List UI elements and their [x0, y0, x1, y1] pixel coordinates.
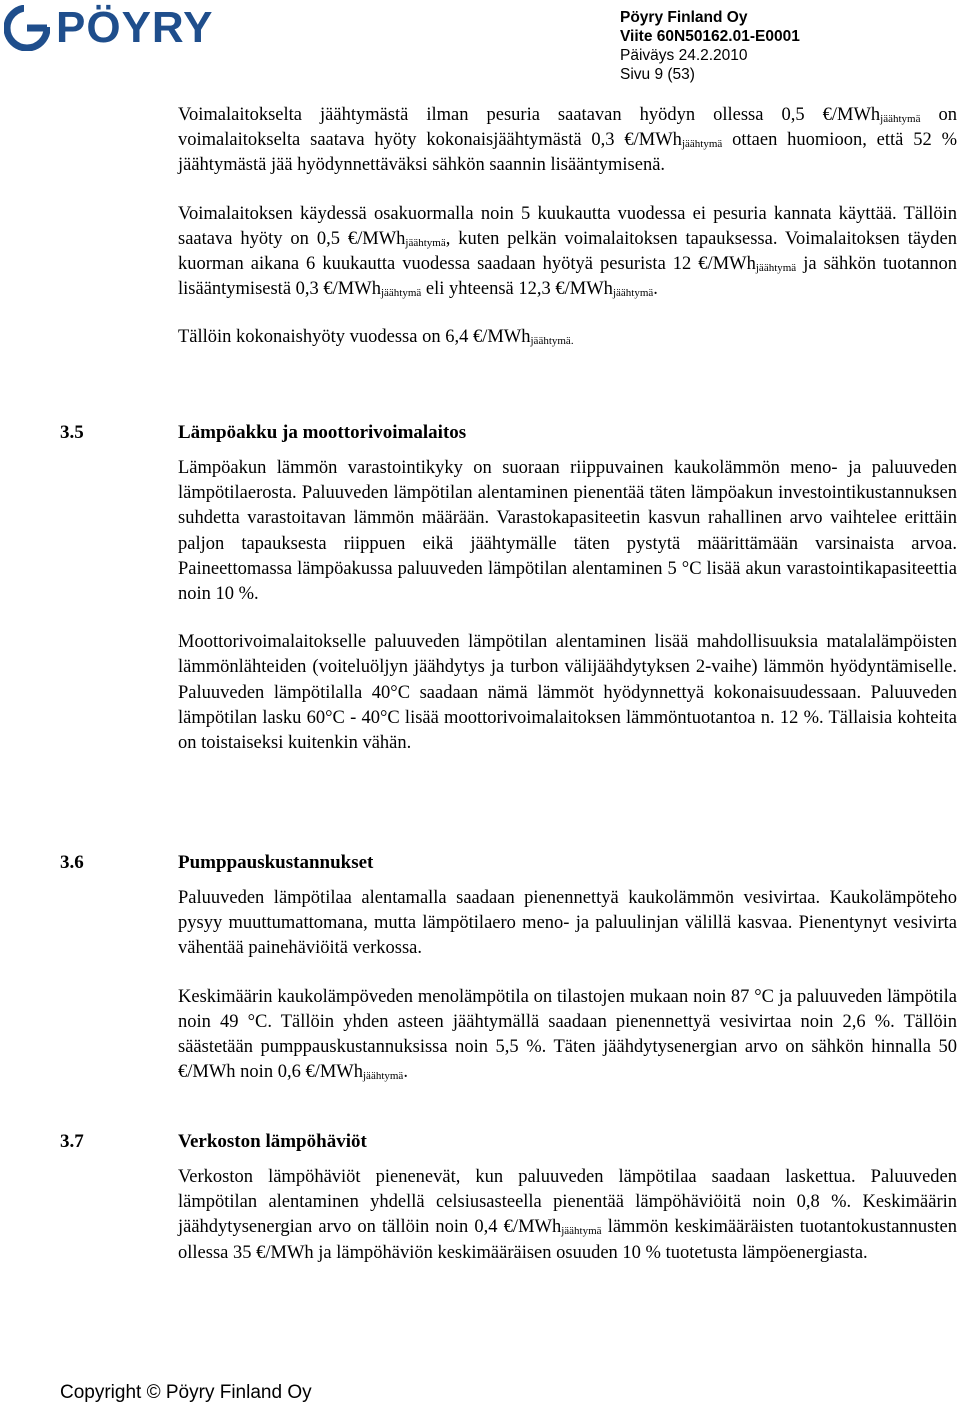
- section-heading-3-7: [60, 1130, 367, 1154]
- document-date: Päiväys 24.2.2010: [620, 47, 748, 64]
- section-3-7-body: [178, 1165, 957, 1266]
- subscript: jäähtymä: [880, 113, 921, 125]
- company-logo: [4, 4, 213, 52]
- section-3-5-body: [178, 456, 957, 756]
- section-3-6-body: [178, 886, 957, 1085]
- paragraph-heat-losses: Verkoston lämpöhäviöt pienenevät, kun paluuveden lämpötilaa saadaan laskettua. Paluuveden lämpötilan alentaminen yhdellä celsiusasteella pienentää lämpöhäviöitä noin 0,8 %. Keskimäärin jäähdytysenergian arvo on tällöin noin 0,4 €/MWh$_{jäähtymä}$ lämmön keskimääräisten tuotantokustannusten ollessa 35 €/MWh ja lämpöhäviön keskimääräisen osuuden 10 % tuotetusta lämpöenergiasta.: [178, 1167, 957, 1263]
- copyright-footer: Copyright © Pöyry Finland Oy: [60, 1382, 312, 1403]
- section-heading-3-5: [60, 421, 466, 445]
- section-number: 3.6: [60, 852, 84, 873]
- section-title: Pumppauskustannukset: [178, 852, 374, 873]
- section-number: 3.7: [60, 1131, 84, 1152]
- paragraph-cooling-benefit: Voimalaitokselta jäähtymästä ilman pesuria saatavan hyödyn ollessa 0,5 €/MWh$_{jäähtymä}$ on voimalaitokselta saatava hyöty kokonaisjäähtymästä 0,3 €/MWh$_{jäähtymä}$ ottaen huomioon, että 52 % jäähtymästä jää hyödynnettäväksi sähkön saannin lisääntymisenä.: [178, 105, 958, 176]
- subscript: jäähtymä: [755, 262, 797, 275]
- paragraph-partial-load: Voimalaitoksen käydessä osakuormalla noin 5 kuukautta vuodessa ei pesuria kannata käyttää. Tällöin saatava hyöty on 0,5 €/MWh$_{jäähtymä}$, kuten pelkän voimalaitoksen tapauksessa. Voimalaitoksen täyden kuorman aikana 6 kuukautta vuodessa saadaan hyötyä pesurista 12 €/MWh$_{jäähtymä}$ ja sähkön tuotannon lisääntymisestä 0,3 €/MWh$_{jäähtymä}$ eli yhteensä 12,3 €/MWh$_{jäähtymä}$.: [178, 203, 958, 300]
- paragraph-pumping-savings: Keskimäärin kaukolämpöveden menolämpötila on tilastojen mukaan noin 87 °C ja paluuveden lämpötila noin 49 °C. Tällöin yhden asteen jäähtymällä saadaan pienennettyä vesivirtaa noin 2,6 %. Tällöin säästetään pumppauskustannuksissa noin 5,5 %. Täten jäähdytysenergian arvo on sähkön hinnalla 50 €/MWh noin 0,6 €/MWh$_{jäähtymä}$.: [178, 986, 957, 1083]
- poyry-logo-icon: [4, 5, 50, 51]
- section-number: 3.5: [60, 422, 84, 443]
- subscript: jäähtymä: [561, 1225, 602, 1238]
- subscript: jäähtymä: [380, 287, 422, 300]
- paragraph-total-benefit: Tällöin kokonaishyöty vuodessa on 6,4 €/MWh$_{jäähtymä.}$: [178, 327, 574, 348]
- subscript: jäähtymä: [681, 138, 723, 151]
- page-number: Sivu 9 (53): [620, 66, 695, 83]
- subscript: jäähtymä: [405, 236, 446, 249]
- subscript: jäähtymä: [363, 1070, 404, 1083]
- page-body: [178, 103, 957, 351]
- logo-text: PÖYRY: [56, 3, 214, 52]
- document-reference: Viite 60N50162.01-E0001: [620, 28, 800, 45]
- paragraph-engine-plant: Moottorivoimalaitokselle paluuveden lämpötilan alentaminen lisää mahdollisuuksia matalalämpöisten lämmönlähteiden (voiteluöljyn jäähdytys ja turbon välijäähdytyksen 2-vaihe) lämmön hyödyntämiselle. Paluuveden lämpötilalla 40°C saadaan nämä lämmöt hyödynnettyä kokonaisuudessaan. Paluuveden lämpötilan lasku 60°C - 40°C lisää moottorivoimalaitoksen lämmöntuotantoa n. 12 %. Tällaisia kohteita on toistaiseksi kuitenkin vähän.: [178, 632, 957, 754]
- paragraph-heat-accumulator: Lämpöakun lämmön varastointikyky on suoraan riippuvainen kaukolämmön meno- ja paluuveden lämpötilaerosta. Paluuveden lämpötilan alentaminen pienentää täten lämpöakun investointikustannuksen suhdetta varastoitavan lämmön määrään. Varastokapasiteetin kasvun rahallinen arvo vaihtelee erittäin paljon tapauksesta riippuen eikä jäähtymälle täten pystytä määrittämään varsinaista arvoa. Paineettomassa lämpöakussa paluuveden lämpötilan alentaminen 5 °C lisää akun varastointikapasiteettia noin 10 %.: [178, 458, 957, 605]
- subscript: jäähtymä.: [530, 335, 574, 348]
- section-title: Lämpöakku ja moottorivoimalaitos: [178, 422, 467, 443]
- paragraph-water-flow: Paluuveden lämpötilaa alentamalla saadaan pienennettyä kaukolämmön vesivirtaa. Kaukolämpöteho pysyy muuttumattomana, mutta lämpötilaero meno- ja paluulinjan välillä kasvaa. Pienentynyt vesivirta vähentää painehäviöitä verkossa.: [178, 888, 957, 959]
- subscript: jäähtymä: [612, 287, 654, 300]
- section-heading-3-6: [60, 851, 373, 875]
- document-header-info: [620, 8, 800, 84]
- company-name: Pöyry Finland Oy: [620, 9, 748, 26]
- section-title: Verkoston lämpöhäviöt: [178, 1131, 367, 1152]
